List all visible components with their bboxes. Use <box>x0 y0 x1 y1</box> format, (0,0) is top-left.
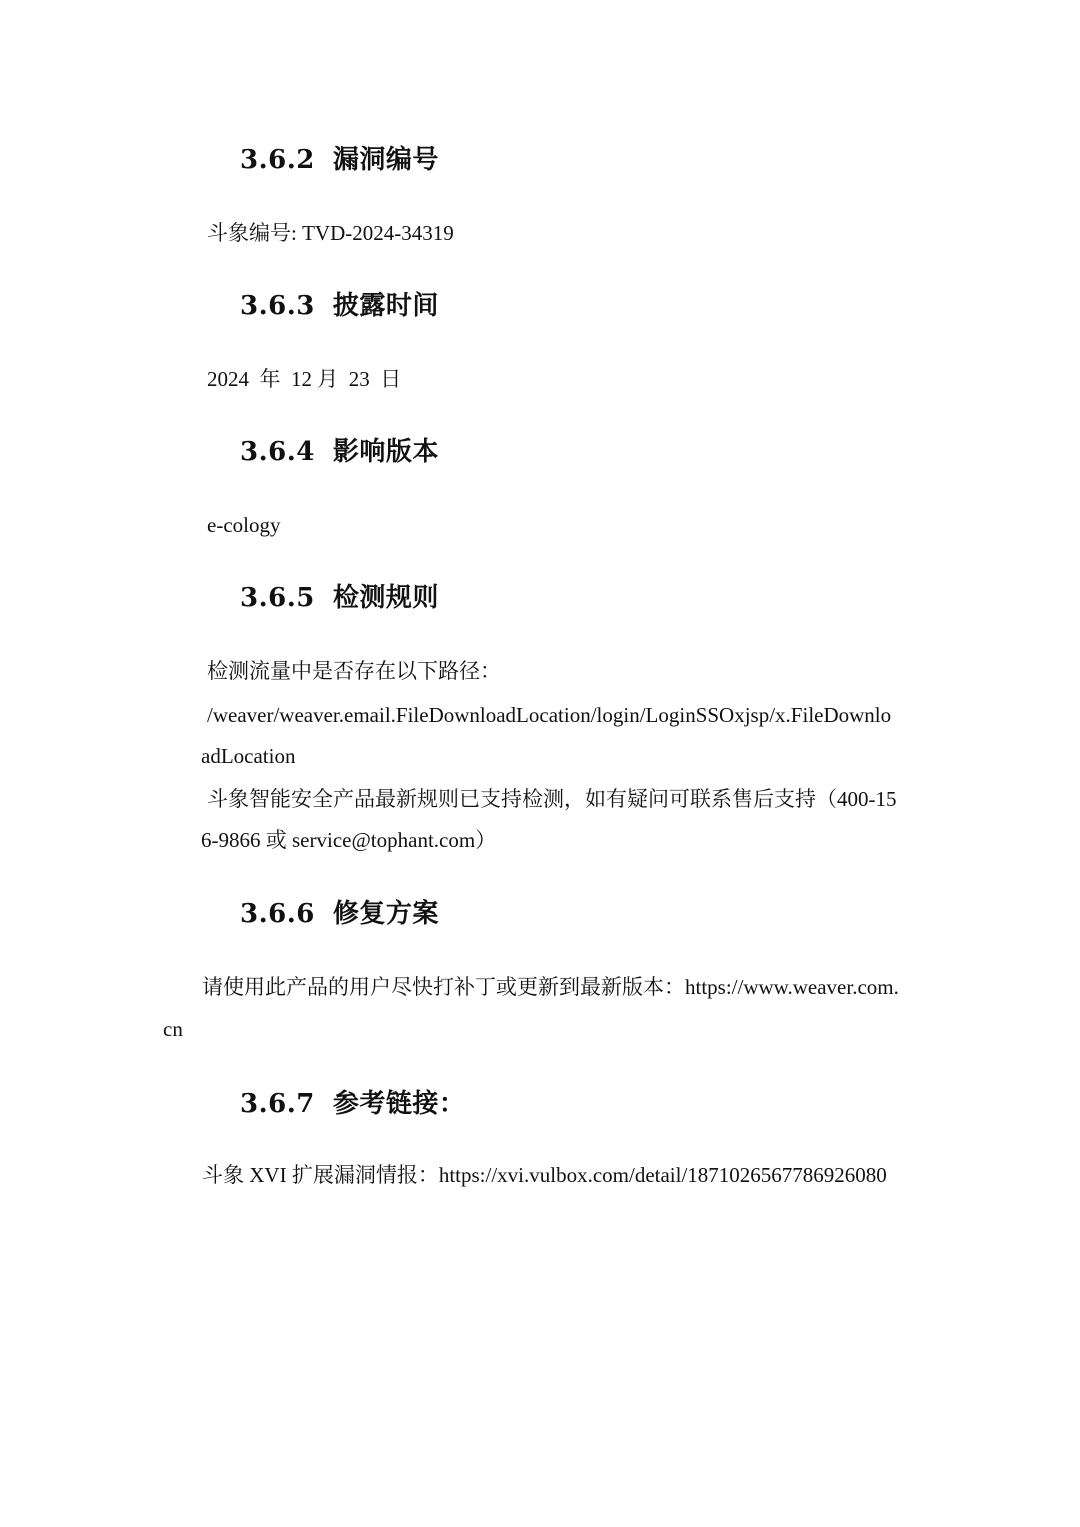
section-heading-3-6-2 <box>240 144 439 176</box>
detection-path-line-2: adLocation <box>201 744 296 768</box>
detection-support-line-1: 斗象智能安全产品最新规则已支持检测，如有疑问可联系售后支持（400-15 <box>207 787 897 811</box>
section-number: 3.6.5 <box>240 583 315 613</box>
section-title: 影响版本 <box>332 437 439 467</box>
section-heading-3-6-6 <box>240 898 439 930</box>
section-number: 3.6.2 <box>240 145 315 175</box>
reference-link-line: 斗象 XVI 扩展漏洞情报：https://xvi.vulbox.com/detail/1871026567786926080 <box>202 1163 887 1187</box>
disclosure-date: 2024 年 12 月 23 日 <box>207 367 402 391</box>
detection-support-line-2: 6-9866 或 service@tophant.com） <box>201 828 497 852</box>
section-heading-3-6-7 <box>240 1088 465 1120</box>
affected-version: e-cology <box>207 513 281 537</box>
section-number: 3.6.7 <box>240 1089 315 1119</box>
section-title: 披露时间 <box>332 291 439 321</box>
section-title: 检测规则 <box>332 583 439 613</box>
section-number: 3.6.6 <box>240 899 315 929</box>
tvd-id-line: 斗象编号: TVD-2024-34319 <box>207 221 454 245</box>
section-number: 3.6.3 <box>240 291 315 321</box>
detection-path-line-1: /weaver/weaver.email.FileDownloadLocation/login/LoginSSOxjsp/x.FileDownlo <box>207 703 892 727</box>
section-heading-3-6-4 <box>240 436 439 468</box>
section-heading-3-6-3 <box>240 290 439 322</box>
fix-line-2: cn <box>163 1017 183 1041</box>
section-number: 3.6.4 <box>240 437 315 467</box>
section-title: 修复方案 <box>332 899 439 929</box>
section-heading-3-6-5 <box>240 582 439 614</box>
section-title: 参考链接： <box>332 1089 466 1119</box>
fix-line-1: 请使用此产品的用户尽快打补丁或更新到最新版本：https://www.weaver.com. <box>202 975 899 999</box>
detection-intro: 检测流量中是否存在以下路径： <box>207 659 501 683</box>
section-title: 漏洞编号 <box>332 145 439 175</box>
